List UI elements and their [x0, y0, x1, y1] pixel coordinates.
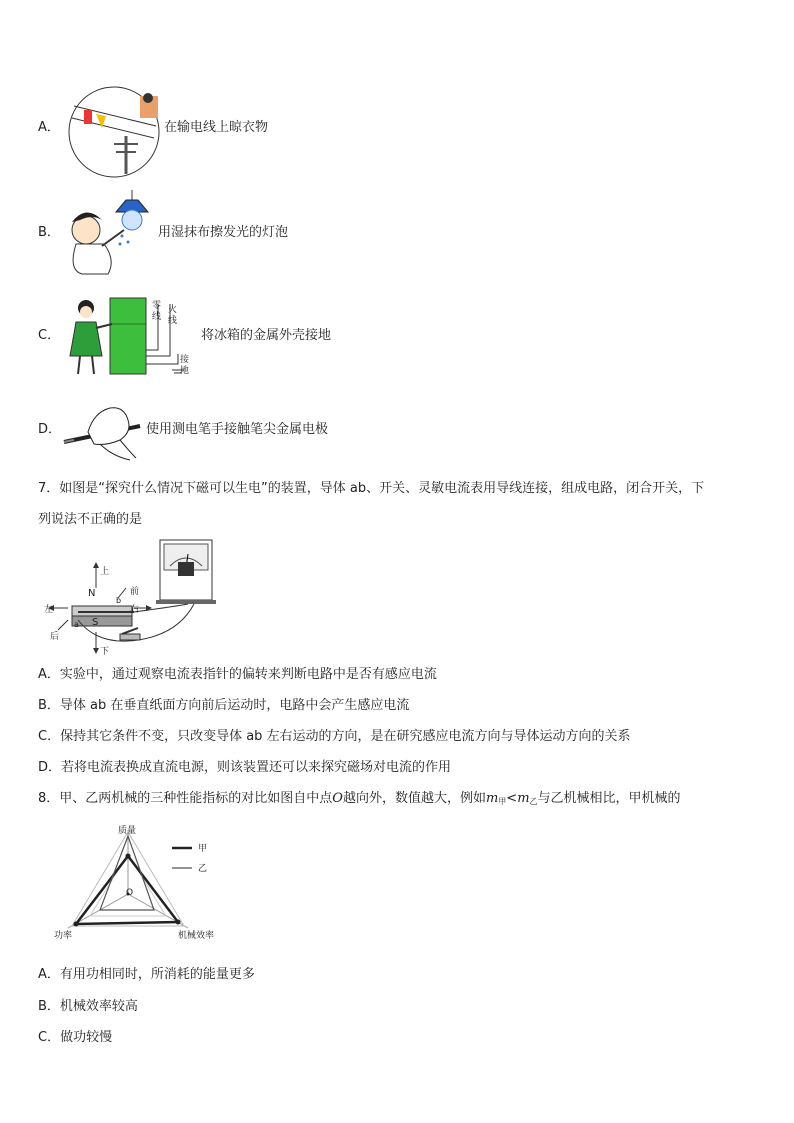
label-left: 左: [44, 605, 54, 615]
option-letter: B．: [38, 999, 60, 1014]
option-d-text: 使用测电笔手接触笔尖金属电极: [146, 422, 329, 437]
stem-lt: <: [506, 791, 518, 806]
option-text: 做功较慢: [60, 1030, 113, 1045]
q8-option-c: [38, 1029, 112, 1047]
question-7-line2: 列说法不正确的是: [38, 512, 143, 527]
q8-option-a: [38, 966, 255, 984]
label-up: 上: [100, 567, 110, 577]
stem-suffix: 与乙机械相比，甲机械的: [537, 791, 681, 806]
radar-label-center: O: [126, 888, 134, 898]
label-right: 右: [130, 605, 140, 615]
radar-label-power: 功率: [54, 931, 73, 941]
radar-label-mass: 质量: [118, 826, 137, 836]
question-7-line1: 7．如图是“探究什么情况下磁可以生电”的装置，导体 ab、开关、灵敏电流表用导线连接，组成电路，闭合开关，下: [38, 481, 705, 496]
q7-option-b: [38, 697, 409, 715]
option-text: 有用功相同时，所消耗的能量更多: [59, 967, 255, 982]
option-letter: B．: [38, 225, 60, 240]
option-letter: D．: [38, 422, 62, 437]
option-letter: A．: [38, 667, 60, 682]
q7-option-c: [38, 728, 631, 746]
label-b: b: [116, 596, 122, 605]
option-letter: C．: [38, 328, 61, 343]
label-front: 前: [130, 587, 140, 597]
option-text: 保持其它条件不变，只改变导体 ab 左右运动的方向，是在研究感应电流方向与导体运动方向的关系: [60, 729, 631, 744]
option-text: 若将电流表换成直流电源，则该装置还可以来探究磁场对电流的作用: [61, 760, 452, 775]
label-ground: 接 地: [180, 355, 190, 376]
option-text: 机械效率较高: [59, 999, 138, 1014]
option-d: [38, 421, 61, 439]
option-text: 导体 ab 在垂直纸面方向前后运动时，电路中会产生感应电流: [59, 698, 410, 713]
option-letter: A．: [38, 967, 60, 982]
stem-m1: m: [485, 791, 499, 806]
option-text: 实验中，通过观察电流表指针的偏转来判断电路中是否有感应电流: [59, 667, 437, 682]
radar-label-efficiency: 机械效率: [178, 931, 215, 941]
label-live-wire: 火 线: [168, 305, 178, 326]
stem-prefix: 8．甲、乙两机械的三种性能指标的对比如图自中点: [38, 791, 333, 806]
stem-sub2: 乙: [529, 797, 538, 806]
label-down: 下: [100, 647, 110, 657]
figure-electromagnetic-induction-apparatus: [38, 536, 218, 656]
q7-option-d: [38, 759, 451, 777]
label-back: 后: [50, 632, 60, 642]
legend-jia: 甲: [198, 844, 208, 854]
option-a: [38, 119, 60, 137]
option-letter: A．: [38, 120, 60, 135]
option-letter: D．: [38, 760, 62, 775]
stem-m2: m: [517, 791, 530, 806]
option-letter: B．: [38, 698, 60, 713]
figure-test-pen-hand: [60, 402, 144, 462]
stem-point: O: [332, 791, 343, 806]
option-letter: C．: [38, 729, 61, 744]
figure-wiping-lamp: [58, 190, 156, 278]
option-c: [38, 327, 60, 345]
label-s-pole: S: [92, 617, 99, 628]
q8-option-b: [38, 998, 138, 1016]
stem-mid: 越向外，数值越大，例如: [342, 791, 486, 806]
option-b: [38, 224, 60, 242]
label-n-pole: N: [88, 588, 96, 599]
label-neutral-wire: 零 线: [152, 301, 162, 322]
question-8-stem: [38, 790, 681, 811]
q7-option-a: [38, 666, 437, 684]
option-c-text: 将冰箱的金属外壳接地: [201, 328, 332, 343]
option-a-text: 在输电线上晾衣物: [164, 120, 269, 135]
legend-yi: 乙: [198, 864, 208, 874]
figure-drying-clothes-on-powerline: [66, 86, 162, 178]
option-b-text: 用湿抹布擦发光的灯泡: [158, 225, 289, 240]
option-letter: C．: [38, 1030, 61, 1045]
label-a: a: [74, 620, 79, 629]
stem-sub1: 甲: [498, 797, 507, 806]
